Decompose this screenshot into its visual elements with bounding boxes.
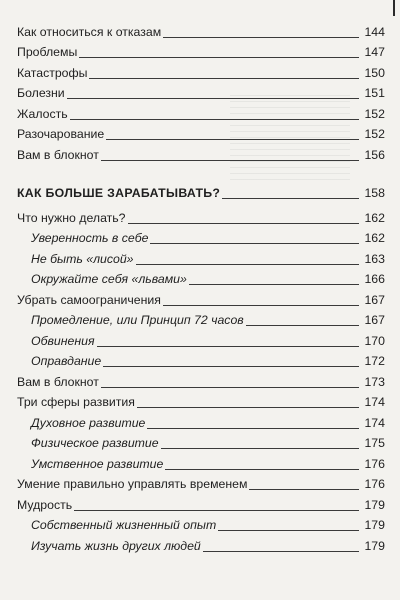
toc-subentry: [17, 245, 385, 266]
toc-entry-title: Проблемы: [17, 45, 78, 59]
toc-entry: [17, 389, 385, 410]
toc-subentry-title: Физическое развитие: [31, 436, 159, 450]
toc-subentry-title: Уверенность в себе: [31, 231, 149, 245]
toc-entry-page: 173: [364, 374, 385, 389]
section-gap: [17, 162, 385, 180]
toc-entry: [17, 80, 385, 101]
toc-subentry: [17, 450, 385, 471]
toc-entry-title: Катастрофы: [17, 65, 88, 80]
toc-subentry: [17, 512, 385, 533]
toc-entry-page: 147: [364, 45, 385, 59]
toc-subentry-title: Промедление, или Принцип 72 часов: [31, 313, 244, 327]
toc-entry-page: 152: [364, 106, 385, 121]
toc-entry-title: Мудрость: [17, 497, 73, 512]
toc-leader-line: [70, 105, 359, 120]
toc-entry-title: Болезни: [17, 86, 65, 100]
toc-leader-line: [161, 434, 359, 449]
toc-subentry-page: 172: [364, 354, 385, 368]
toc-leader-line: [97, 332, 359, 347]
toc-subentry: [17, 266, 385, 287]
toc-leader-line: [136, 250, 359, 265]
toc-subentry-page: 170: [364, 333, 385, 348]
toc-subentry-title: Не быть «лисой»: [31, 251, 134, 266]
toc-subentry-page: 176: [364, 456, 385, 471]
toc-subentry-page: 162: [364, 231, 385, 245]
toc-leader-line: [163, 23, 359, 38]
toc-leader-line: [103, 352, 359, 367]
toc-entry: [17, 286, 385, 307]
toc-entry-title: Вам в блокнот: [17, 374, 99, 389]
toc-entry-title: Три сферы развития: [17, 395, 135, 409]
toc-leader-line: [246, 311, 359, 326]
toc-subentry-page: 179: [364, 538, 385, 553]
toc-entry-page: 167: [364, 292, 385, 307]
toc-entry-title: Вам в блокнот: [17, 147, 99, 162]
page-edge-mark: [393, 0, 395, 16]
toc-leader-line: [147, 414, 359, 429]
toc-entry: [17, 471, 385, 492]
toc-subentry-title: Окружайте себя «львами»: [31, 272, 187, 286]
toc-subentry: [17, 307, 385, 328]
toc-subentry-title: Духовное развитие: [31, 415, 146, 430]
toc-subentry-page: 163: [364, 251, 385, 266]
toc-entry: [17, 100, 385, 121]
toc-entry-page: 152: [364, 127, 385, 141]
toc-entry: [17, 18, 385, 39]
toc-subentry-page: 174: [364, 415, 385, 430]
toc-entry-page: 179: [364, 497, 385, 512]
toc-entry: [17, 141, 385, 162]
toc-subentry-page: 179: [364, 518, 385, 532]
toc-entry-page: 174: [364, 395, 385, 409]
toc-entry-page: 162: [364, 210, 385, 225]
toc-leader-line: [101, 373, 359, 388]
toc-entry: [17, 121, 385, 142]
toc-leader-line: [128, 209, 359, 224]
toc-subentry-title: Умственное развитие: [31, 456, 164, 471]
toc-leader-line: [222, 184, 359, 199]
toc-leader-line: [74, 496, 359, 511]
toc-entry: [17, 368, 385, 389]
toc-entry-title: Что нужно делать?: [17, 210, 126, 225]
toc-subentry-page: 166: [364, 272, 385, 286]
toc-leader-line: [163, 291, 359, 306]
table-of-contents: [17, 18, 385, 553]
toc-leader-line: [137, 393, 359, 408]
toc-entry-page: 176: [364, 477, 385, 491]
toc-subentry: [17, 327, 385, 348]
toc-leader-line: [189, 270, 359, 285]
toc-entry-page: 144: [364, 24, 385, 39]
toc-subentry-page: 167: [364, 313, 385, 327]
toc-entry-page: 151: [364, 86, 385, 100]
toc-leader-line: [165, 455, 359, 470]
chapter-page: 158: [364, 186, 385, 200]
toc-subentry-page: 175: [364, 436, 385, 450]
toc-entry-title: Как относиться к отказам: [17, 24, 162, 39]
toc-leader-line: [67, 84, 359, 99]
toc-leader-line: [101, 146, 359, 161]
toc-leader-line: [249, 475, 359, 490]
toc-leader-line: [203, 537, 359, 552]
toc-entry: [17, 59, 385, 80]
toc-subentry: [17, 225, 385, 246]
chapter-title: КАК БОЛЬШЕ ЗАРАБАТЫВАТЬ?: [17, 186, 221, 200]
toc-leader-line: [150, 229, 359, 244]
toc-chapter-heading: [17, 180, 385, 201]
toc-entry: [17, 39, 385, 60]
toc-subentry: [17, 430, 385, 451]
toc-entry-title: Умение правильно управлять временем: [17, 477, 248, 491]
toc-subentry-title: Обвинения: [31, 333, 95, 348]
toc-entry-title: Убрать самоограничения: [17, 292, 161, 307]
toc-subentry-title: Оправдание: [31, 354, 102, 368]
toc-leader-line: [106, 125, 359, 140]
toc-entry-page: 156: [364, 147, 385, 162]
toc-subentry-title: Собственный жизненный опыт: [31, 518, 217, 532]
toc-leader-line: [89, 64, 359, 79]
toc-subentry: [17, 348, 385, 369]
toc-leader-line: [79, 43, 359, 58]
toc-subentry: [17, 409, 385, 430]
toc-entry: [17, 204, 385, 225]
toc-entry-page: 150: [364, 65, 385, 80]
toc-entry-title: Жалость: [17, 106, 68, 121]
toc-entry: [17, 491, 385, 512]
toc-subentry-title: Изучать жизнь других людей: [31, 538, 201, 553]
toc-entry-title: Разочарование: [17, 127, 105, 141]
toc-subentry: [17, 532, 385, 553]
toc-leader-line: [218, 516, 359, 531]
